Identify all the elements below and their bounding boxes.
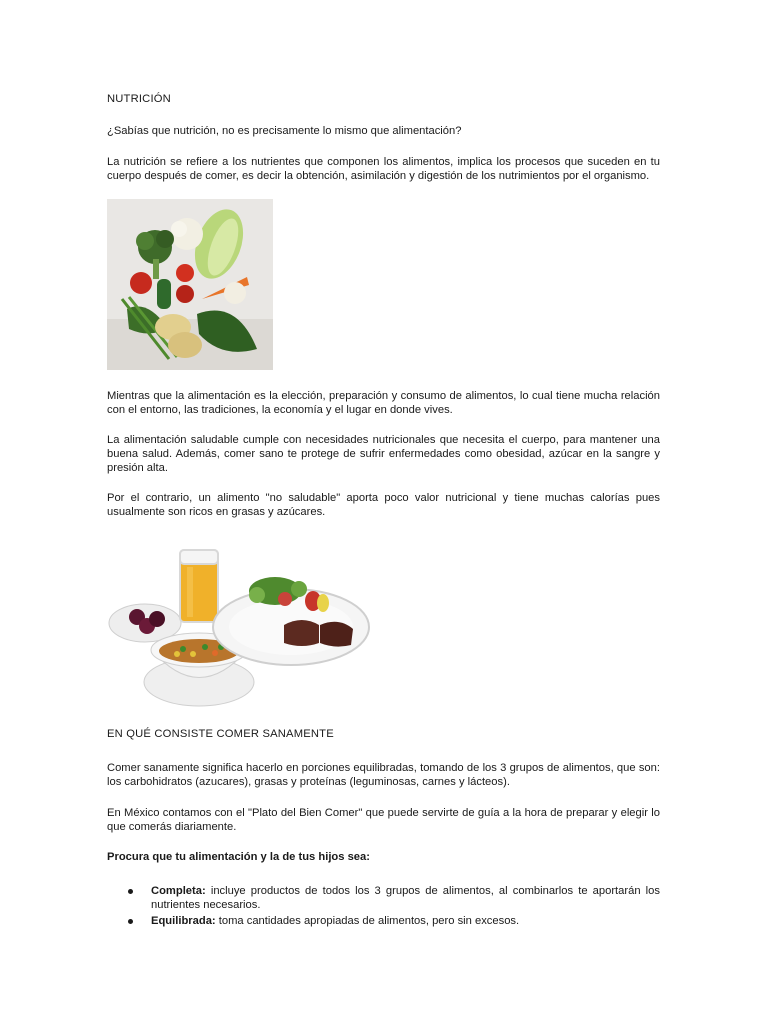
procura-heading: Procura que tu alimentación y la de tus hijos sea: — [107, 851, 370, 863]
bullet-text: toma cantidades apropiadas de alimentos, pero sin excesos. — [215, 915, 520, 927]
bullet-term: Equilibrada: — [151, 915, 216, 927]
paragraph-alimentacion-saludable: La alimentación saludable cumple con necesidades nutricionales que necesita el cuerpo, para mantener una buena salud. Además, comer sano te protege de sufrir enfermedades como obesidad, azúcar en la sangre y presión alta. — [107, 434, 660, 474]
paragraph-comer-sanamente: Comer sanamente significa hacerlo en porciones equilibradas, tomando de los 3 grupos de alimentos, que son: los carbohidratos (azucares), grasas y proteínas (leguminosas, carnes y lácteos). — [107, 762, 660, 788]
meal-photo — [107, 545, 385, 715]
bullet-text: incluye productos de todos los 3 grupos de alimentos, al combinarlos te aportarán los nutrientes necesarios. — [151, 885, 660, 911]
paragraph-no-saludable: Por el contrario, un alimento "no saludable" aporta poco valor nutricional y tiene muchas calorías pues usualmente son ricos en grasas y azúcares. — [107, 492, 660, 518]
vegetables-photo — [107, 199, 273, 370]
paragraph-alimentacion: Mientras que la alimentación es la elección, preparación y consumo de alimentos, lo cual tiene mucha relación con el entorno, las tradiciones, la economía y el lugar en donde vives. — [107, 390, 660, 416]
bullet-icon — [128, 919, 133, 924]
intro-question: ¿Sabías que nutrición, no es precisamente lo mismo que alimentación? — [107, 125, 462, 137]
section-heading: EN QUÉ CONSISTE COMER SANAMENTE — [107, 728, 334, 740]
bullet-list — [107, 884, 660, 930]
list-item — [107, 884, 660, 912]
page-title: NUTRICIÓN — [107, 93, 171, 105]
bullet-icon — [128, 889, 133, 894]
paragraph-plato-bien-comer: En México contamos con el "Plato del Bien Comer" que puede servirte de guía a la hora de preparar y elegir lo que comerás diariamente. — [107, 807, 660, 833]
paragraph-nutricion: La nutrición se refiere a los nutrientes que componen los alimentos, implica los procesos que suceden en tu cuerpo después de comer, es decir la obtención, asimilación y digestión de los nutrimientos por el organismo. — [107, 156, 660, 182]
bullet-term: Completa: — [151, 885, 206, 897]
list-item — [107, 914, 660, 928]
